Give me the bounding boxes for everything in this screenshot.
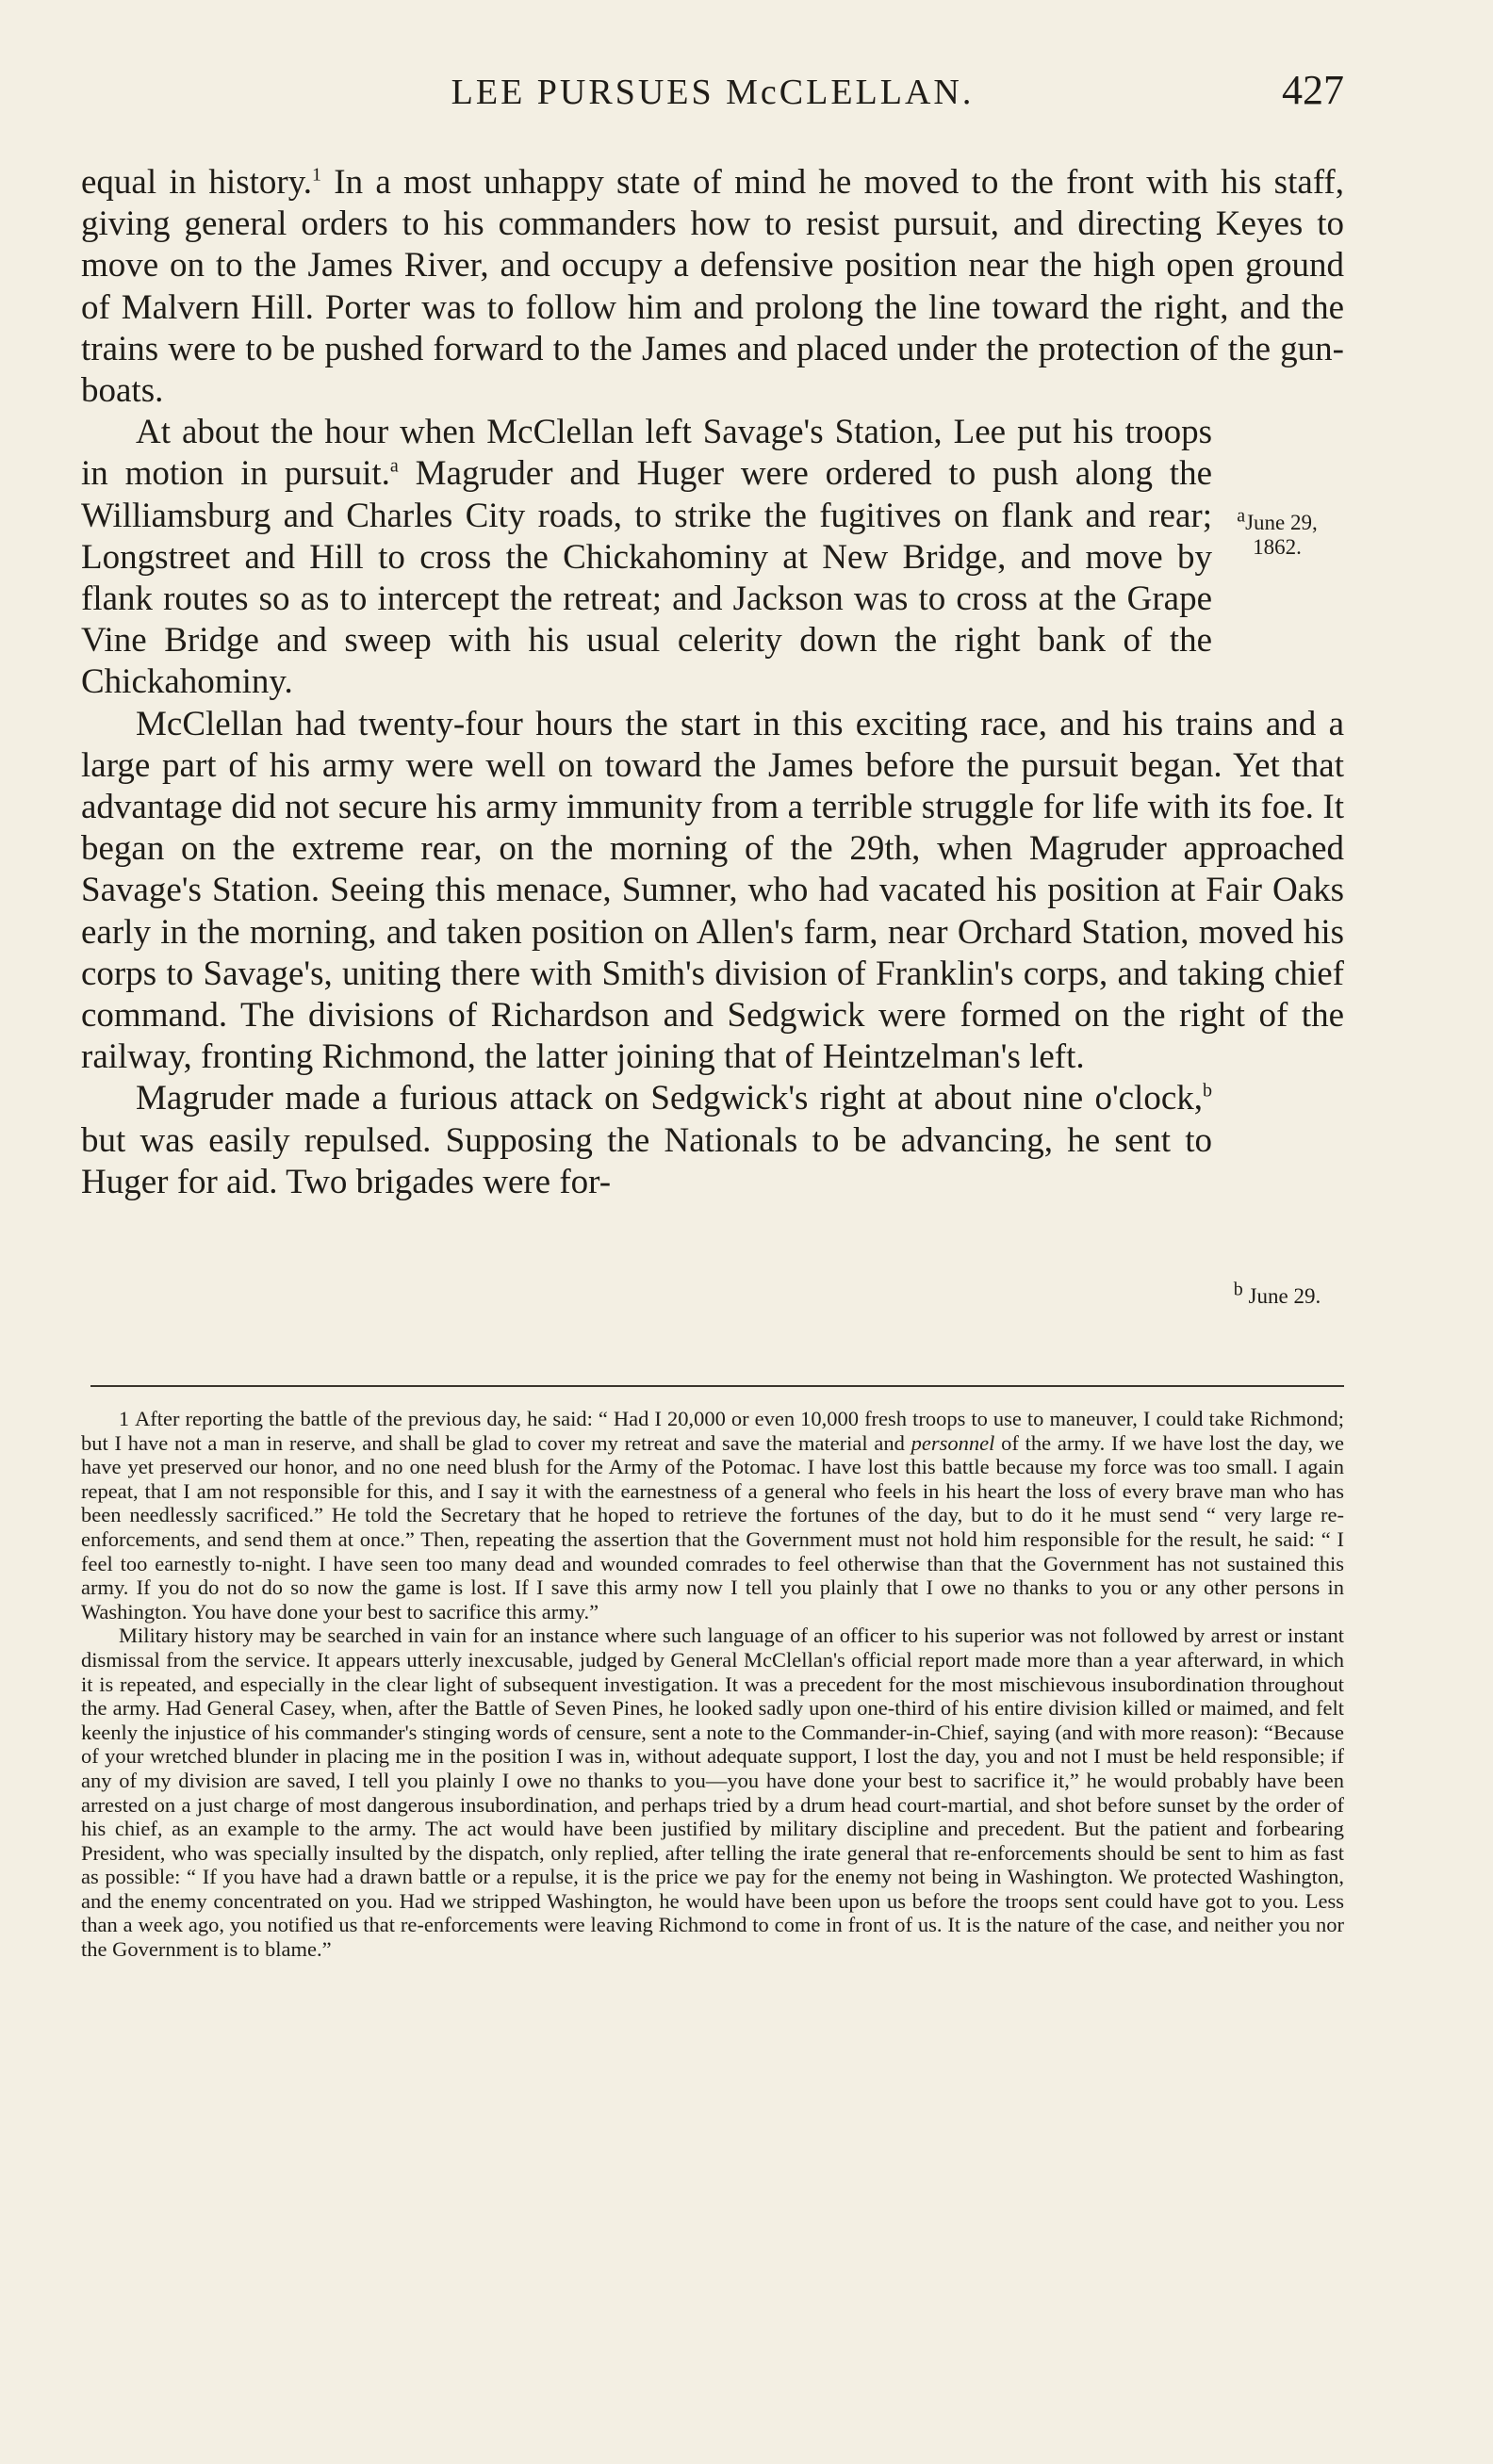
footnote-1-continued: Military history may be searched in vain for an instance where such language of an officer to his superior was not followed by arrest or instant dismissal from the service. It appears utterly inexcusable, judged by General McClellan's official report made more than a year afterward, in which it is repeated, and especially in the clear light of subsequent investigation. It was a precedent for the most mischievous insubordination throughout the army. Had General Casey, when, after the Battle of Seven Pines, he looked sadly upon one-third of his entire division killed or maimed, and felt keenly the injustice of his commander's stinging words of censure, sent a note to the Commander-in-Chief, saying (and with more reason): “Because of your wretched blunder in placing me in the position I was in, without adequate support, I lost the day, you and not I must be held responsible; if any of my division are saved, I tell you plainly I owe no thanks to you—you have done your best to sacrifice it,” he would probably have been arrested on a just charge of most dangerous insubordination, and perhaps tried by a drum head court-martial, and shot before sunset by the order of his chief, as an example to the army. The act would have been justified by military discipline and precedent. But the patient and forbearing President, who was specially insulted by the dispatch, only replied, after telling the irate general that re-enforcements should be sent to him as fast as possible: “ If you have had a drawn battle or a repulse, it is the price we pay for the enemy not being in Washington. We protected Washington, and the enemy concentrated on you. Had we stripped Washington, he would have been upon us before the troops sent could have got to you. Less than a week ago, you notified us that re-enforcements were leaving Richmond to come in front of us. It is the nature of the case, and neither you nor the Government is to blame.” [81,1624,1344,1962]
page-header [81,66,1344,132]
paragraph-1: equal in history.$^1$ In a most unhappy state of mind he moved to the front with his staff, giving general orders to his commanders how to resist pursuit, and directing Keyes to move on to the James River, and occupy a defensive position near the high open ground of Malvern Hill. Porter was to follow him and prolong the line toward the right, and the trains were to be pushed forward to the James and placed under the protection of the gun-boats. [81,163,1345,411]
margin-note-b: b June 29. [1233,1279,1321,1308]
paragraph-3: McClellan had twenty-four hours the start in this exciting race, and his trains and a large part of his army were well on toward the James before the pursuit began. Yet that advantage did not secure his army immunity from a terrible struggle for life with its foe. It began on the extreme rear, on the morning of the 29th, when Magruder approached Savage's Station. Seeing this menace, Sumner, who had vacated his position at Fair Oaks early in the morning, and taken position on Allen's farm, near Orchard Station, moved his corps to Savage's, uniting there with Smith's division of Franklin's corps, and taking chief command. The divisions of Richardson and Sedgwick were formed on the right of the railway, fronting Richmond, the latter joining that of Heintzelman's left. [81,704,1344,1077]
footnote-1: 1 After reporting the battle of the previous day, he said: “ Had I 20,000 or even 10,000 fresh troops to use to maneuver, I could take Richmond; but I have not a man in reserve, and shall be glad to cover my retreat and save the material and personnel of the army. If we have lost the day, we have yet preserved our honor, and no one need blush for the Army of the Potomac. I have lost this battle because my force was too small. I again repeat, that I am not responsible for this, and I say it with the earnestness of a general who feels in his heart the loss of every brave man who has been needlessly sacrificed.” He told the Secretary that he hoped to retrieve the fortunes of the day, but to do it he must send “ very large re-enforcements, and send them at once.” Then, repeating the assertion that the Government must not hold him responsible for the result, he said: “ I feel too earnestly to-night. I have seen too many dead and wounded comrades to feel otherwise than that the Government has not sustained this army. If you do not do so now the game is lost. If I save this army now I tell you plainly that I owe no thanks to you or any other persons in Washington. You have done your best to sacrifice this army.” [81,1407,1344,1624]
margin-ref-a: a [389,456,399,478]
footnote-ref-1: 1 [312,164,322,186]
paragraph-2: At about the hour when McClellan left Savage's Station, Lee put his troops in motion in pursuit.$^a$ Magruder and Huger were ordered to push along the Williamsburg and Charles City roads, to strike the fugitives on flank and rear; Longstreet and Hill to cross the Chickahominy at New Bridge, and move by flank routes so as to intercept the retreat; and Jackson was to cross at the Grape Vine Bridge and sweep with his usual celerity down the right bank of the Chickahominy. [81,413,1212,702]
paragraph-4: Magruder made a furious attack on Sedgwick's right at about nine o'clock,$^b$ but was easily repulsed. Supposing the Nationals to be advancing, he sent to Huger for aid. Two brigades were for- [81,1079,1212,1201]
running-title: LEE PURSUES McCLELLAN. [451,73,975,112]
margin-ref-b: b [1203,1081,1212,1102]
margin-note-a: aJune 29, 1862. [1237,505,1318,559]
footnote-divider [90,1385,1344,1387]
footnote-number: 1 [119,1407,129,1430]
page-number: 427 [1282,67,1344,113]
main-text [81,162,1344,1203]
footnotes [81,1407,1344,1962]
